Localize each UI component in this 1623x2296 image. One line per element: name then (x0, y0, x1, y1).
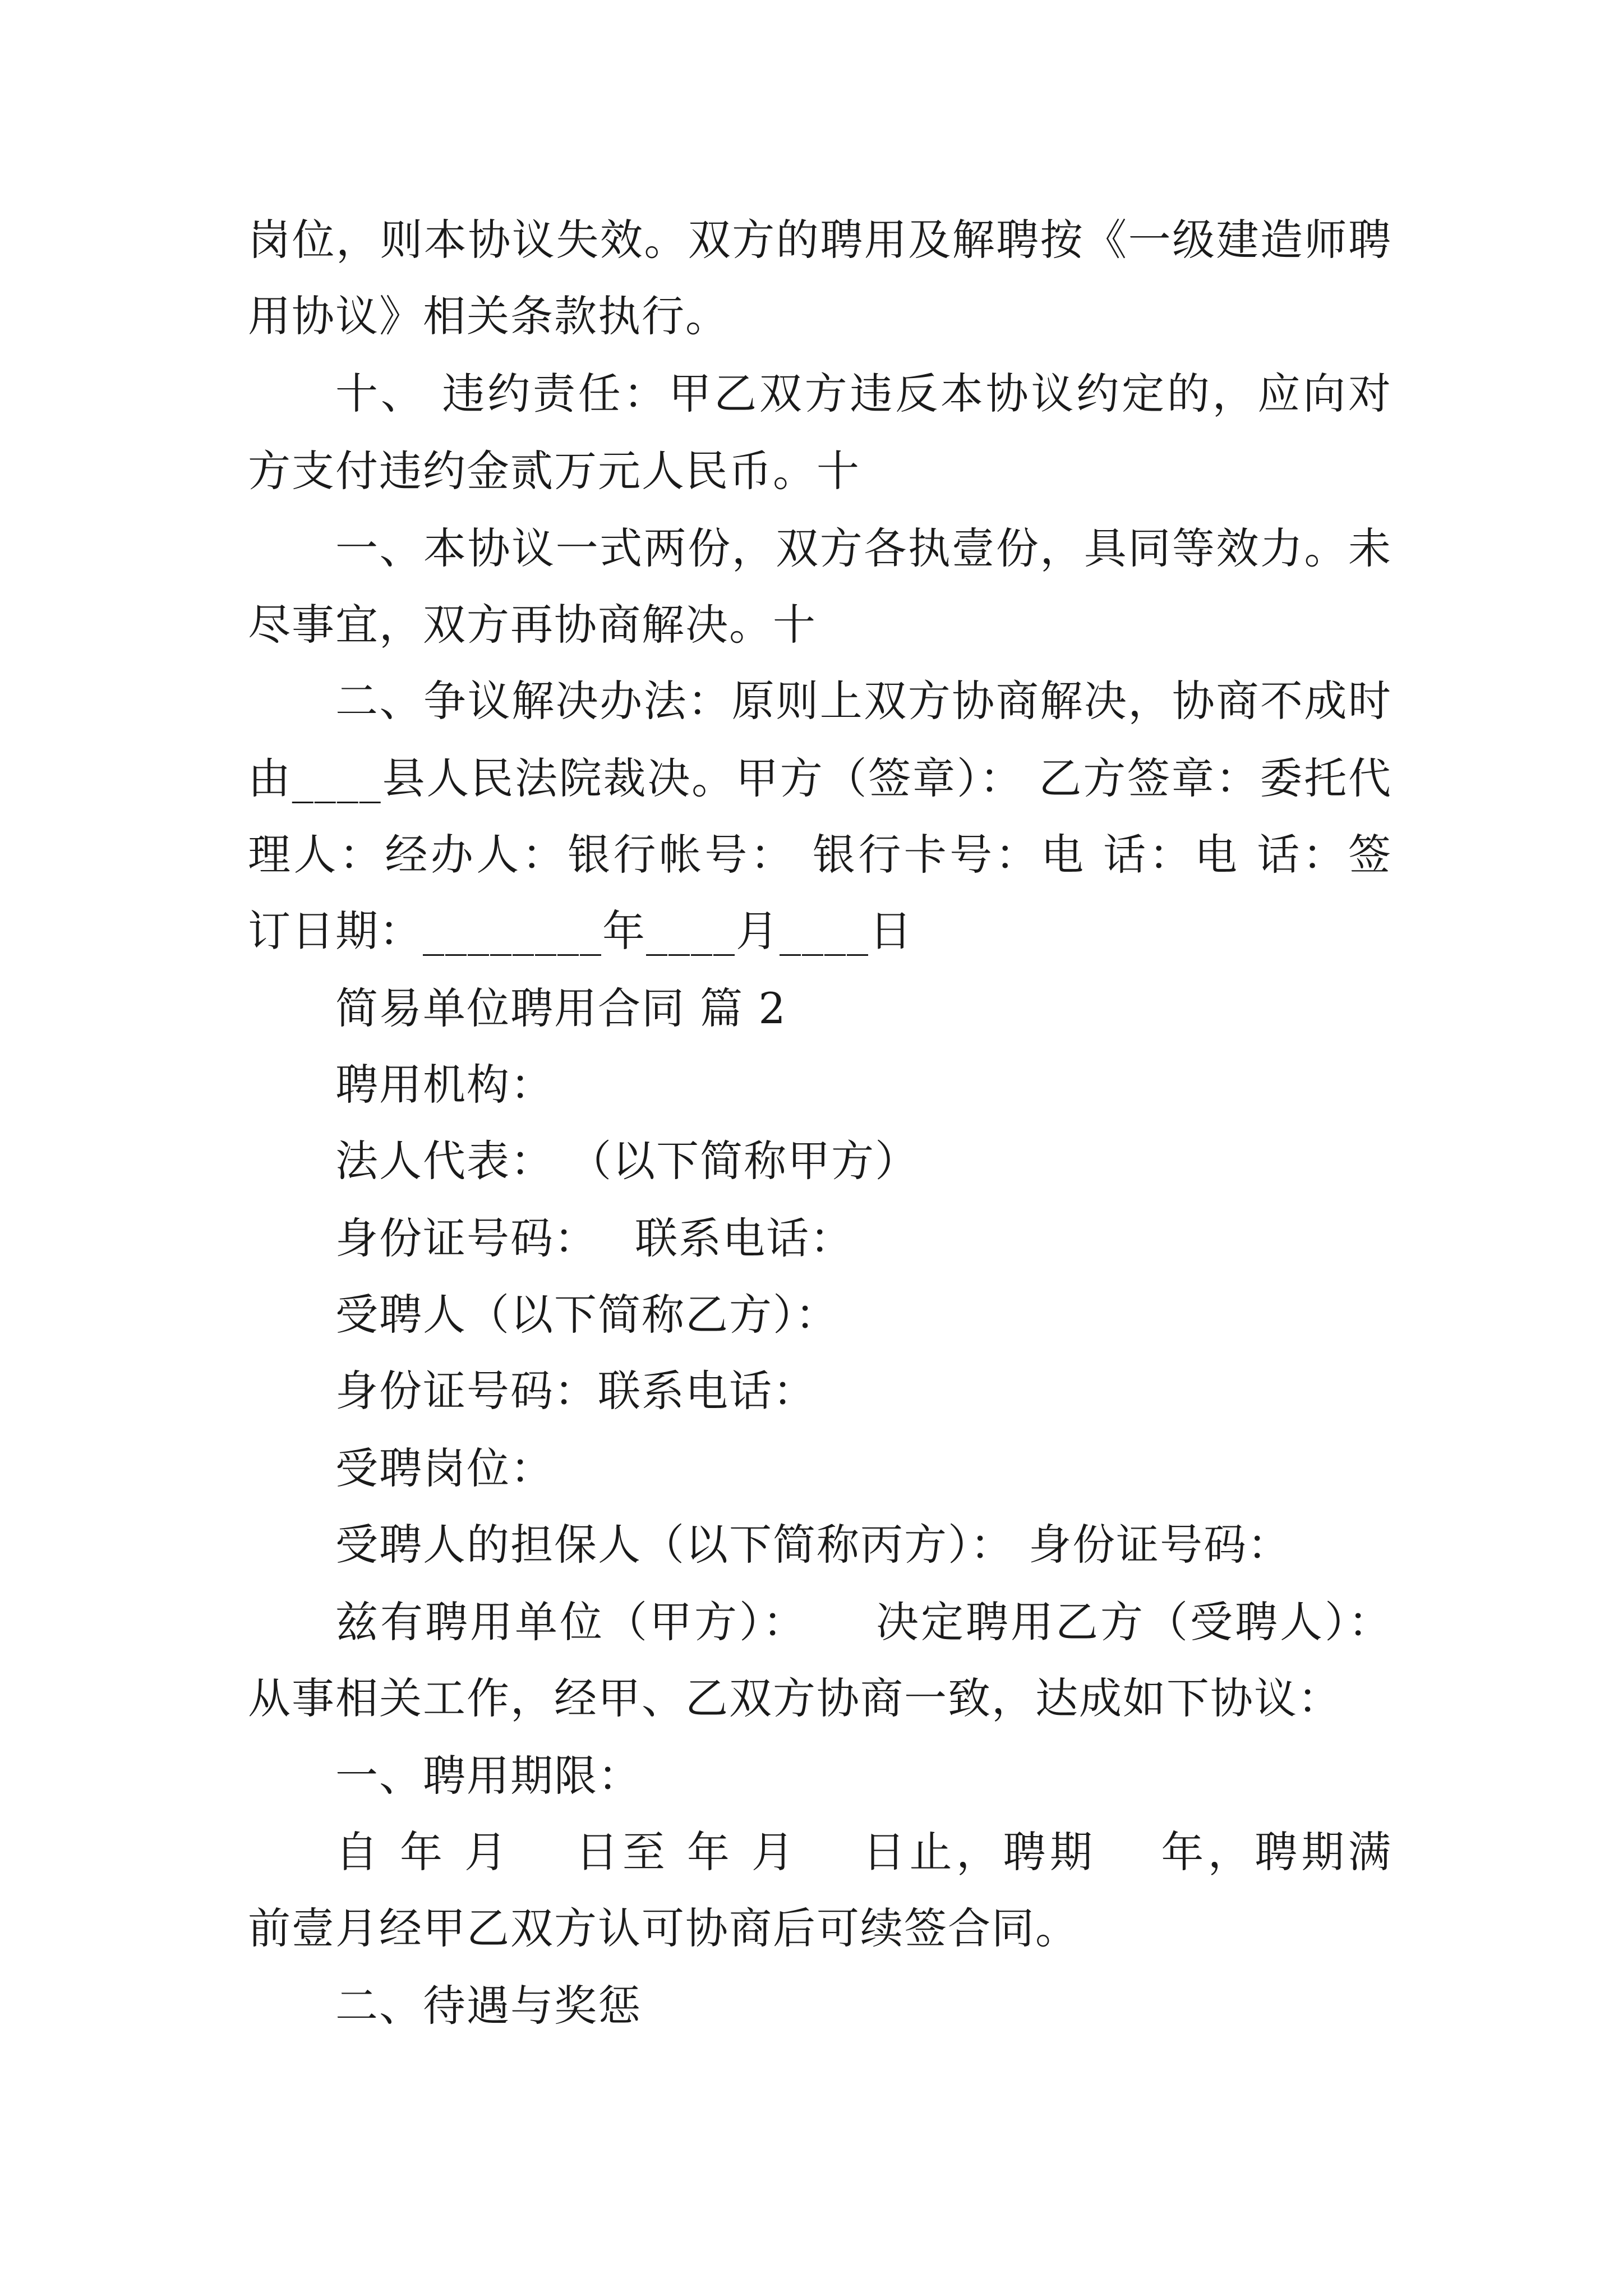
text-line: 尽事宜，双方再协商解决。十 (248, 600, 817, 650)
text-line: 理人：经办人：银行帐号： 银行卡号：电 话：电 话：签 (248, 830, 1392, 880)
text-line: 受聘岗位： (335, 1443, 554, 1493)
text-line: 自 年 月 日至 年 月 日止，聘期 年，聘期满 (335, 1827, 1392, 1877)
text-line: 聘用机构： (335, 1060, 554, 1110)
text-line: 岗位，则本协议失效。双方的聘用及解聘按《一级建造师聘 (248, 215, 1392, 265)
text-line: 法人代表： （以下简称甲方） (335, 1136, 919, 1186)
text-line: 二、待遇与奖惩 (335, 1981, 642, 2031)
text-line: 方支付违约金贰万元人民币。十 (248, 446, 860, 496)
text-line: 身份证号码：联系电话： (335, 1366, 817, 1416)
text-line: 用协议》相关条款执行。 (248, 291, 729, 341)
text-line: 一、聘用期限： (335, 1751, 642, 1801)
text-line: 十、 违约责任：甲乙双方违反本协议约定的，应向对 (335, 369, 1392, 418)
text-line: 受聘人的担保人（以下简称丙方）： 身份证号码： (335, 1520, 1292, 1570)
text-line: 受聘人（以下简称乙方）： (335, 1290, 839, 1340)
text-line: 从事相关工作，经甲、乙双方协商一致，达成如下协议： (248, 1673, 1341, 1723)
text-line: 身份证号码： 联系电话： (335, 1213, 854, 1263)
section-heading: 简易单位聘用合同 篇 2 (335, 983, 787, 1033)
text-line: 由____县人民法院裁决。甲方（签章）： 乙方签章：委托代 (248, 753, 1392, 803)
text-line: 二、争议解决办法：原则上双方协商解决，协商不成时 (335, 676, 1392, 726)
text-line: 订日期：________年____月____日 (248, 906, 913, 956)
text-line: 一、本协议一式两份，双方各执壹份，具同等效力。未 (335, 523, 1392, 573)
text-line: 前壹月经甲乙双方认可协商后可续签合同。 (248, 1903, 1079, 1953)
text-line: 兹有聘用单位（甲方）： 决定聘用乙方（受聘人）： (335, 1597, 1392, 1647)
